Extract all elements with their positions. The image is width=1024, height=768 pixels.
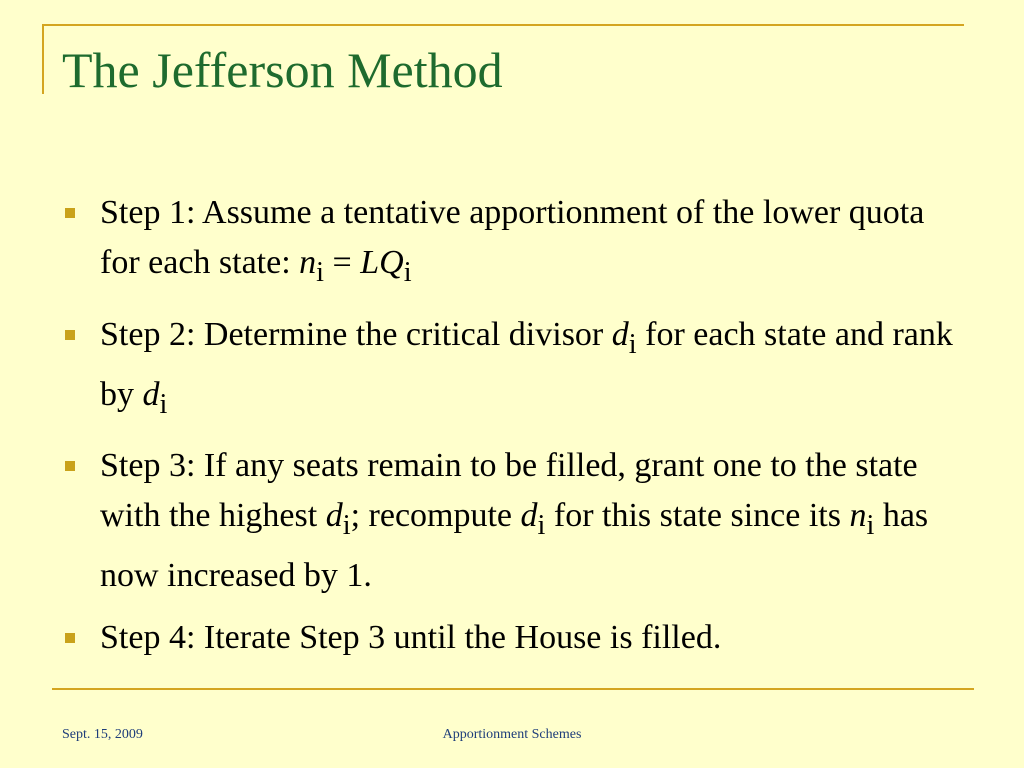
bullet-step-1 [62,188,962,298]
bullet-step-4 [62,613,962,663]
step-1-sub-i-2: i [403,256,412,288]
footer-rule [52,688,974,690]
step-3-sub-i-2: i [537,510,546,542]
square-bullet-icon [65,461,75,471]
step-2-sub-i-2: i [159,388,168,420]
slide-title: The Jefferson Method [62,42,503,98]
step-4-text: Step 4: Iterate Step 3 until the House is filled. [100,619,722,657]
step-3-var-n: n [849,497,867,535]
step-3-text-4: has now increased by 1. [100,497,929,595]
square-bullet-icon [65,633,75,643]
square-bullet-icon [65,330,75,340]
bullet-list [62,188,962,675]
step-3-text-3: for this state since its [545,497,850,535]
step-3-sub-i: i [342,510,351,542]
square-bullet-icon [65,208,75,218]
bullet-step-2 [62,310,962,430]
step-2-text-2: for each state and rank by [100,315,953,413]
step-3-sub-i-3: i [866,510,875,542]
step-1-text: Step 1: Assume a tentative apportionment of the lower quota for each state: [100,194,925,281]
step-2-text: Step 2: Determine the critical divisor [100,315,612,353]
step-2-var-d-2: d [142,375,160,413]
title-frame-left-rule [42,24,44,94]
step-2-sub-i: i [628,328,637,360]
title-frame-top-rule [42,24,964,26]
bullet-step-3 [62,441,962,601]
step-1-sub-i: i [316,256,325,288]
step-3-text-2: ; recompute [350,497,521,535]
step-2-var-d: d [611,315,629,353]
step-1-var-n: n [299,244,317,281]
step-3-var-d: d [325,497,343,535]
step-1-equals: = [324,244,361,281]
step-1-var-lq: LQ [360,244,404,281]
footer-title: Apportionment Schemes [442,727,582,742]
step-3-var-d-2: d [520,497,538,535]
footer-date: Sept. 15, 2009 [62,727,143,742]
step-3-text: Step 3: If any seats remain to be filled, grant one to the state with the highest [100,447,918,535]
